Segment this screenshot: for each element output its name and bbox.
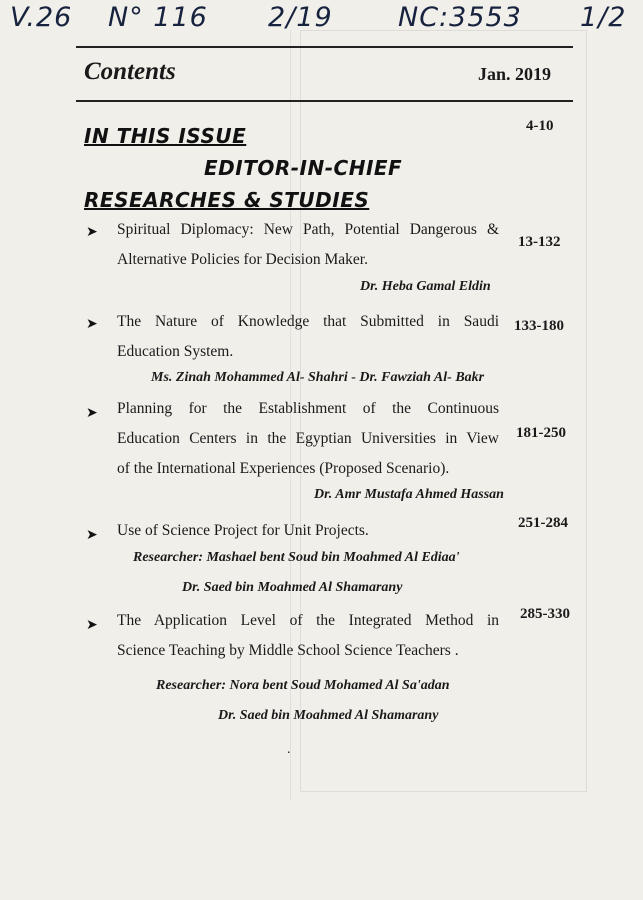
entry-author: Dr. Amr Mustafa Ahmed Hassan (314, 487, 504, 502)
entry-line: Use of Science Project for Unit Projects. (117, 522, 369, 539)
toc-entry-title (117, 516, 499, 546)
entry-pages: 13-132 (518, 234, 561, 250)
entry-line: of the International Experiences (Proposed Scenario). (117, 460, 450, 477)
handwritten-fraction: 1/2 (580, 2, 627, 33)
issue-date: Jan. 2019 (478, 64, 552, 84)
entry-author: Researcher: Nora bent Soud Mohamed Al Sa'adan (156, 678, 450, 693)
entry-author: Ms. Zinah Mohammed Al- Shahri - Dr. Fawziah Al- Bakr (151, 370, 485, 385)
entry-line: Alternative Policies for Decision Maker. (117, 251, 368, 268)
handwritten-call-number: NC:3553 (398, 2, 522, 33)
section-editor-in-chief: EDITOR-IN-CHIEF (204, 156, 403, 180)
handwritten-date: 2/19 (268, 2, 333, 33)
bullet-icon: ➤ (86, 617, 98, 633)
entry-author: Dr. Saed bin Moahmed Al Shamarany (182, 580, 403, 595)
toc-entry-title (117, 394, 499, 484)
entry-pages: 181-250 (516, 425, 566, 441)
entry-line: Education Centers in the Egyptian Universities in View (117, 430, 499, 447)
entry-author: Dr. Saed bin Moahmed Al Shamarany (218, 708, 439, 723)
entry-author: Researcher: Mashael bent Soud bin Moahmed Al Ediaa' (133, 550, 460, 565)
top-rule (76, 46, 573, 48)
entry-line: The Application Level of the Integrated Method in (117, 612, 499, 629)
entry-pages: 251-284 (518, 515, 568, 531)
entry-pages: 285-330 (520, 606, 570, 622)
bullet-icon: ➤ (86, 405, 98, 421)
bullet-icon: ➤ (86, 224, 98, 240)
handwritten-number: N° 116 (108, 2, 208, 33)
handwritten-volume: V.26 (10, 2, 73, 33)
entry-line: Planning for the Establishment of the Continuous (117, 400, 499, 417)
end-mark: . (287, 742, 291, 757)
in-this-issue-pages: 4-10 (526, 118, 554, 134)
entry-line: Science Teaching by Middle School Science Teachers . (117, 642, 459, 659)
header-rule (76, 100, 573, 102)
entry-author: Dr. Heba Gamal Eldin (360, 279, 491, 294)
entry-line: The Nature of Knowledge that Submitted in Saudi (117, 313, 499, 330)
entry-pages: 133-180 (514, 318, 564, 334)
entry-line: Spiritual Diplomacy: New Path, Potential Dangerous & (117, 221, 499, 238)
toc-entry-title (117, 307, 499, 367)
bullet-icon: ➤ (86, 316, 98, 332)
page-title: Contents (84, 58, 176, 85)
bullet-icon: ➤ (86, 527, 98, 543)
toc-entry-title (117, 606, 499, 666)
section-researches-studies: RESEARCHES & STUDIES (84, 188, 370, 212)
entry-line: Education System. (117, 343, 234, 360)
section-in-this-issue: IN THIS ISSUE (84, 124, 247, 148)
toc-entry-title (117, 215, 499, 275)
